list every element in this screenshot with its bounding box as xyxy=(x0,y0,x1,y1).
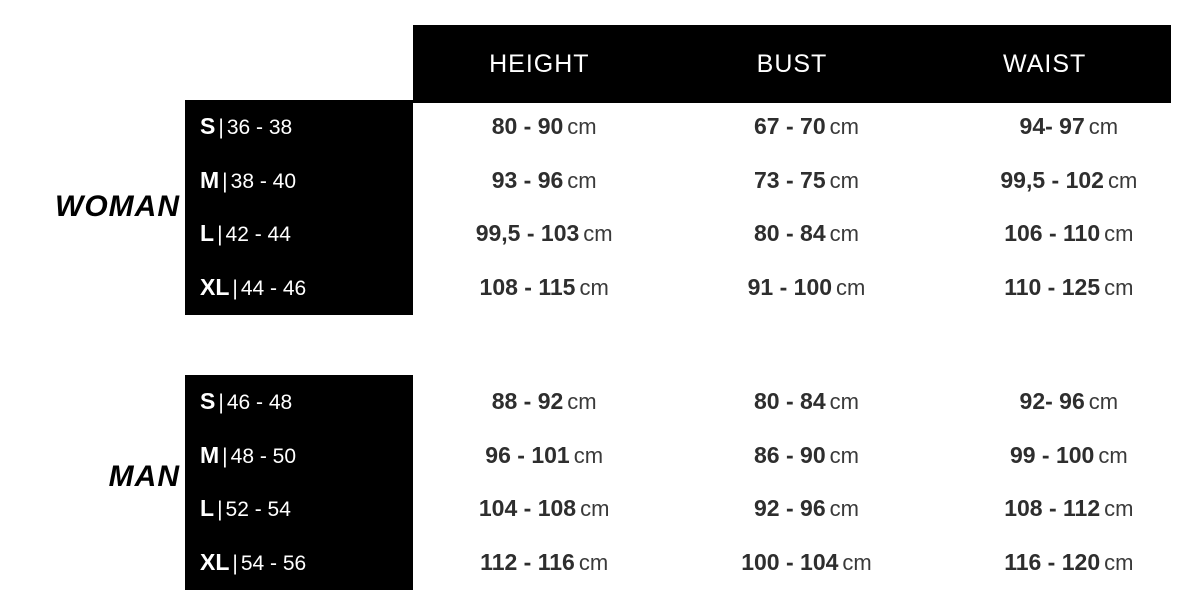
height-cell xyxy=(413,274,675,301)
bust-value: 80 - 84 xyxy=(754,388,826,415)
size-label: XL xyxy=(200,273,230,300)
height-cell xyxy=(413,113,675,140)
bust-unit: cm xyxy=(829,114,859,140)
bust-value: 73 - 75 xyxy=(754,166,826,193)
bust-cell xyxy=(675,442,937,469)
bust-cell xyxy=(675,167,937,194)
waist-value: 94- 97 xyxy=(1019,113,1085,140)
table-row xyxy=(0,536,1200,590)
size-cell xyxy=(0,167,413,194)
waist-unit: cm xyxy=(1098,442,1128,468)
waist-value: 99 - 100 xyxy=(1009,441,1095,468)
group-label-woman: WOMAN xyxy=(55,190,180,223)
size-cell xyxy=(0,495,413,522)
bust-unit: cm xyxy=(829,167,859,193)
size-separator: | xyxy=(232,276,238,300)
waist-unit: cm xyxy=(1104,221,1134,247)
bust-value: 100 - 104 xyxy=(741,548,839,575)
woman-rows xyxy=(0,100,1200,314)
eu-size: 44 - 46 xyxy=(240,276,307,300)
waist-cell xyxy=(938,113,1200,140)
size-separator: | xyxy=(218,391,224,415)
table-row xyxy=(0,429,1200,483)
bust-value: 80 - 84 xyxy=(754,220,826,247)
bust-cell xyxy=(675,549,937,576)
bust-unit: cm xyxy=(836,274,866,300)
waist-value: 116 - 120 xyxy=(1004,548,1101,575)
height-unit: cm xyxy=(578,549,609,575)
waist-cell xyxy=(938,274,1200,301)
bust-unit: cm xyxy=(829,442,859,468)
column-headers xyxy=(413,25,1171,103)
height-value: 96 - 101 xyxy=(485,441,570,468)
bust-cell xyxy=(675,388,937,415)
height-cell xyxy=(413,442,675,469)
table-row xyxy=(0,482,1200,536)
bust-unit: cm xyxy=(829,496,859,522)
size-separator: | xyxy=(232,551,238,575)
waist-cell xyxy=(938,442,1200,469)
height-unit: cm xyxy=(567,114,597,140)
waist-cell xyxy=(938,495,1200,522)
height-value: 104 - 108 xyxy=(478,495,577,522)
eu-size: 38 - 40 xyxy=(230,169,297,193)
waist-unit: cm xyxy=(1104,549,1134,575)
table-row xyxy=(0,261,1200,315)
height-cell xyxy=(413,220,675,247)
height-unit: cm xyxy=(573,442,604,468)
column-header-height: HEIGHT xyxy=(489,49,590,78)
waist-cell xyxy=(938,220,1200,247)
table-row xyxy=(0,100,1200,154)
size-cell xyxy=(0,274,413,301)
bust-cell xyxy=(675,274,937,301)
waist-unit: cm xyxy=(1107,167,1138,193)
table-row xyxy=(0,375,1200,429)
height-value: 112 - 116 xyxy=(480,548,575,575)
waist-cell xyxy=(938,549,1200,576)
size-separator: | xyxy=(222,444,228,468)
size-separator: | xyxy=(217,223,223,247)
height-cell xyxy=(413,167,675,194)
bust-cell xyxy=(675,113,937,140)
waist-cell xyxy=(938,167,1200,194)
height-value: 99,5 - 103 xyxy=(475,220,580,247)
height-value: 93 - 96 xyxy=(491,166,564,193)
waist-cell xyxy=(938,388,1200,415)
eu-size: 36 - 38 xyxy=(226,116,293,140)
waist-value: 92- 96 xyxy=(1019,388,1085,415)
size-label: L xyxy=(200,495,215,522)
bust-unit: cm xyxy=(842,549,872,575)
man-rows xyxy=(0,375,1200,589)
waist-unit: cm xyxy=(1088,389,1119,415)
eu-size: 42 - 44 xyxy=(225,223,291,247)
size-cell xyxy=(0,388,413,415)
waist-value: 110 - 125 xyxy=(1004,273,1101,300)
height-value: 108 - 115 xyxy=(479,273,576,300)
eu-size: 52 - 54 xyxy=(225,498,291,522)
size-separator: | xyxy=(218,116,224,140)
size-label: L xyxy=(200,220,215,247)
height-value: 80 - 90 xyxy=(491,113,564,140)
bust-cell xyxy=(675,220,937,247)
eu-size: 46 - 48 xyxy=(226,391,293,415)
group-label-man: MAN xyxy=(108,460,180,493)
size-label: M xyxy=(200,441,220,468)
height-cell xyxy=(413,549,675,576)
bust-unit: cm xyxy=(829,389,859,415)
size-cell xyxy=(0,549,413,576)
size-label: M xyxy=(200,166,220,193)
size-label: S xyxy=(200,388,216,415)
height-unit: cm xyxy=(583,221,613,247)
height-cell xyxy=(413,495,675,522)
waist-unit: cm xyxy=(1104,274,1134,300)
size-label: XL xyxy=(200,548,230,575)
bust-value: 91 - 100 xyxy=(747,273,833,300)
waist-value: 106 - 110 xyxy=(1004,220,1101,247)
height-value: 88 - 92 xyxy=(491,388,564,415)
column-header-bust: BUST xyxy=(756,49,828,78)
bust-value: 92 - 96 xyxy=(754,495,826,522)
bust-unit: cm xyxy=(829,221,859,247)
waist-unit: cm xyxy=(1104,496,1134,522)
size-cell xyxy=(0,442,413,469)
bust-value: 86 - 90 xyxy=(754,441,826,468)
size-label: S xyxy=(200,113,216,140)
waist-value: 108 - 112 xyxy=(1004,495,1101,522)
height-cell xyxy=(413,388,675,415)
bust-value: 67 - 70 xyxy=(754,113,826,140)
eu-size: 48 - 50 xyxy=(230,444,297,468)
eu-size: 54 - 56 xyxy=(240,551,307,575)
height-unit: cm xyxy=(567,389,597,415)
size-cell xyxy=(0,220,413,247)
height-unit: cm xyxy=(580,496,610,522)
height-unit: cm xyxy=(567,167,597,193)
size-separator: | xyxy=(217,498,223,522)
bust-cell xyxy=(675,495,937,522)
size-cell xyxy=(0,113,413,140)
waist-unit: cm xyxy=(1088,114,1119,140)
size-separator: | xyxy=(222,169,228,193)
waist-value: 99,5 - 102 xyxy=(1000,166,1104,193)
height-unit: cm xyxy=(579,274,609,300)
table-row xyxy=(0,154,1200,208)
table-row xyxy=(0,207,1200,261)
column-header-waist: WAIST xyxy=(1003,49,1087,78)
